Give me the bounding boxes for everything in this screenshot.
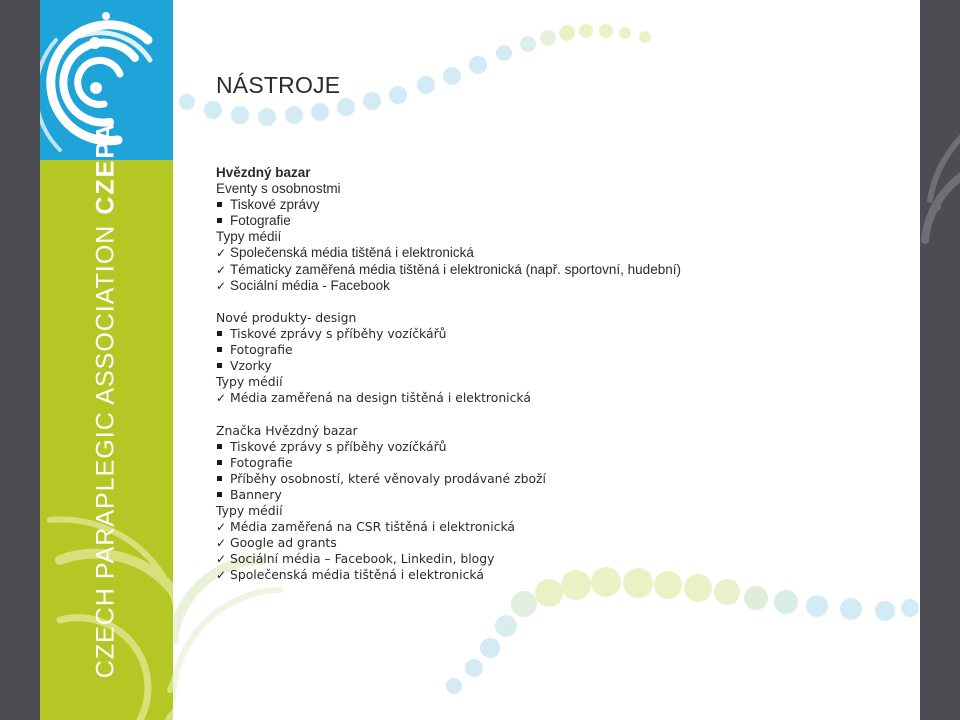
list-item-text: Bannery: [230, 486, 282, 502]
checkmark-icon: [216, 535, 230, 551]
square-bullet-icon: [216, 487, 230, 503]
list-item: [216, 423, 906, 439]
square-bullet-icon: [216, 342, 230, 358]
list-item: [216, 567, 906, 583]
list-item: [216, 374, 906, 390]
list-item: [216, 358, 906, 374]
square-bullet-icon: [216, 471, 230, 487]
square-bullet-icon: [216, 213, 230, 229]
checkmark-icon: [216, 262, 230, 278]
square-bullet-icon: [216, 326, 230, 342]
checkmark-icon: [216, 278, 230, 294]
list-item: [216, 551, 906, 567]
checkmark-icon: [216, 567, 230, 583]
square-bullet-icon: [216, 358, 230, 374]
list-item: [216, 181, 906, 197]
list-item: [216, 197, 906, 213]
list-item: [216, 455, 906, 471]
list-item-text: Eventy s osobnostmi: [216, 181, 341, 197]
list-item-text: Typy médií: [216, 229, 282, 245]
list-item: [216, 245, 906, 261]
list-item: [216, 519, 906, 535]
list-item-text: Google ad grants: [230, 535, 337, 551]
section-spacer: [216, 406, 906, 422]
list-item: [216, 503, 906, 519]
list-item: [216, 471, 906, 487]
list-item-text: Typy médií: [216, 502, 283, 518]
square-bullet-icon: [216, 455, 230, 471]
checkmark-icon: [216, 245, 230, 261]
slide-body: [216, 165, 906, 583]
list-item-text: Vzorky: [230, 358, 272, 374]
list-item-text: Fotografie: [230, 342, 293, 358]
list-item: [216, 487, 906, 503]
list-item-text: Společenská média tištěná i elektronická: [230, 567, 484, 583]
brand-name: CZECH PARAPLEGIC ASSOCIATION: [91, 224, 120, 679]
brand-vertical-text: [92, 122, 121, 678]
list-item-text: Tiskové zprávy s příběhy vozíčkářů: [230, 325, 447, 341]
list-item: [216, 229, 906, 245]
list-item-text: Společenská média tištěná i elektronická: [230, 245, 474, 261]
list-item-text: Fotografie: [230, 213, 291, 229]
list-item-text: Tiskové zprávy s příběhy vozíčkářů: [230, 438, 447, 454]
list-item: [216, 213, 906, 229]
list-item-text: Sociální média - Facebook: [230, 277, 390, 293]
list-item: [216, 439, 906, 455]
list-item-text: Příběhy osobností, které věnovaly prodávané zboží: [230, 470, 546, 486]
list-item: [216, 310, 906, 326]
list-item: [216, 165, 906, 181]
checkmark-icon: [216, 390, 230, 406]
brand-acronym: CZEPA: [91, 121, 120, 215]
list-item-text: Fotografie: [230, 454, 293, 470]
list-item-text: Typy médií: [216, 374, 283, 390]
list-item: [216, 535, 906, 551]
section-spacer: [216, 294, 906, 310]
square-bullet-icon: [216, 439, 230, 455]
slide-title: NÁSTROJE: [216, 72, 341, 98]
list-item-text: Značka Hvězdný bazar: [216, 422, 358, 438]
list-item: [216, 278, 906, 294]
bottom-dot-trail-icon: [446, 567, 919, 694]
list-item-text: Sociální média – Facebook, Linkedin, blogy: [230, 551, 495, 567]
list-item-text: Tiskové zprávy: [230, 197, 320, 213]
list-item: [216, 390, 906, 406]
list-item: [216, 342, 906, 358]
checkmark-icon: [216, 551, 230, 567]
list-item-text: Hvězdný bazar: [216, 165, 311, 180]
list-item-text: Tématicky zaměřená média tištěná i elektronická (např. sportovní, hudební): [230, 261, 681, 277]
checkmark-icon: [216, 519, 230, 535]
list-item: [216, 326, 906, 342]
list-item-text: Média zaměřená na design tištěná i elektronická: [230, 390, 531, 406]
square-bullet-icon: [216, 197, 230, 213]
list-item-text: Média zaměřená na CSR tištěná i elektronická: [230, 519, 516, 535]
right-arcs-icon: [925, 110, 960, 240]
list-item: [216, 262, 906, 278]
list-item-text: Nové produkty- design: [216, 309, 357, 325]
